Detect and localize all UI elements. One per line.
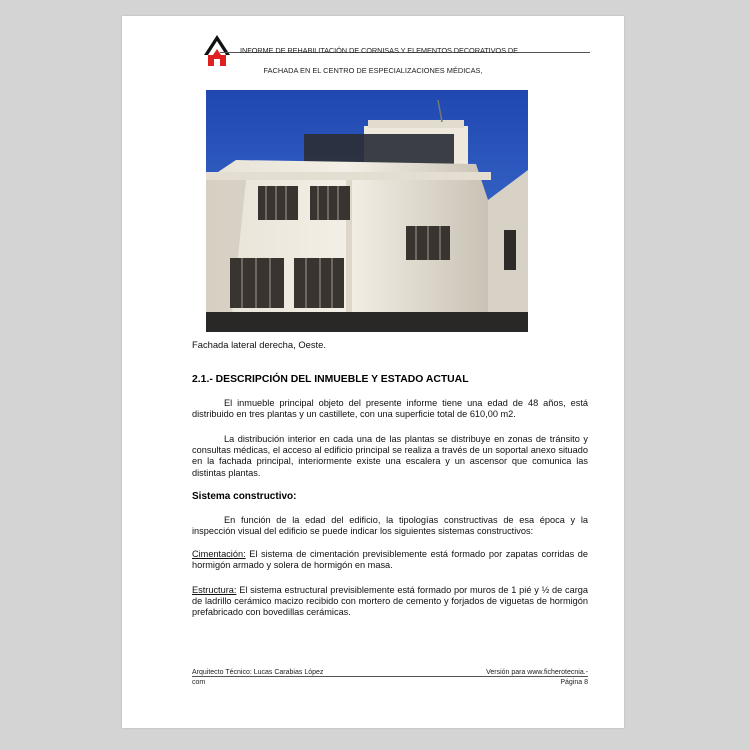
footer-author-line2: com (192, 679, 206, 686)
cimentacion-label: Cimentación: (192, 549, 246, 559)
footer-version-line: Versión para www.ficherotecnia.- (486, 669, 588, 676)
photo-caption: Fachada lateral derecha, Oeste. (192, 339, 326, 350)
paragraph-2: La distribución interior en cada una de las plantas se distribuye en zonas de tránsito y consultas médicas, el acceso al edificio principal se realiza a través de un soportal anexo situado en la fachada principal, interiormente existe una escalera y un ascensor que comunica las distintas plantas. (192, 434, 588, 478)
house-logo (202, 33, 232, 67)
estructura-label: Estructura: (192, 585, 237, 595)
paragraph-1: El inmueble principal objeto del presente informe tiene una edad de 48 años, está distribuido en tres plantas y un castillete, con una superficie total de 610,00 m2. (192, 398, 588, 420)
header-title-line1: INFORME DE REHABILITACIÓN DE CORNISAS Y ELEMENTOS DECORATIVOS DE (240, 46, 518, 55)
paragraph-estructura (192, 585, 588, 619)
footer-author-line1: Arquitecto Técnico: Lucas Carabias López (192, 669, 324, 676)
estructura-text: El sistema estructural previsiblemente está formado por muros de 1 pié y ½ de carga de ladrillo cerámico macizo recibido con mortero de cemento y forjados de viguetas de hormigón prefabricado con bovedillas cerámicas. (192, 585, 588, 618)
footer-author (192, 668, 323, 688)
footer-version (486, 668, 588, 688)
building-facade-photo (206, 90, 528, 332)
page-number: Página 8 (560, 679, 588, 686)
header-title-line2: FACHADA EN EL CENTRO DE ESPECIALIZACIONES MÉDICAS, (263, 66, 483, 75)
paragraph-cimentacion (192, 549, 588, 571)
subheading-sistema-constructivo: Sistema constructivo: (192, 491, 297, 502)
cimentacion-text: El sistema de cimentación previsiblemente está formado por zapatas corridas de hormigón armado y solera de hormigón en masa. (192, 549, 588, 571)
document-page (122, 16, 624, 728)
paragraph-3: En función de la edad del edificio, la tipologías constructivas de esa época y la inspección visual del edificio se puede indicar los siguientes sistemas constructivos: (192, 515, 588, 537)
section-title: 2.1.- DESCRIPCIÓN DEL INMUEBLE Y ESTADO ACTUAL (192, 374, 469, 385)
